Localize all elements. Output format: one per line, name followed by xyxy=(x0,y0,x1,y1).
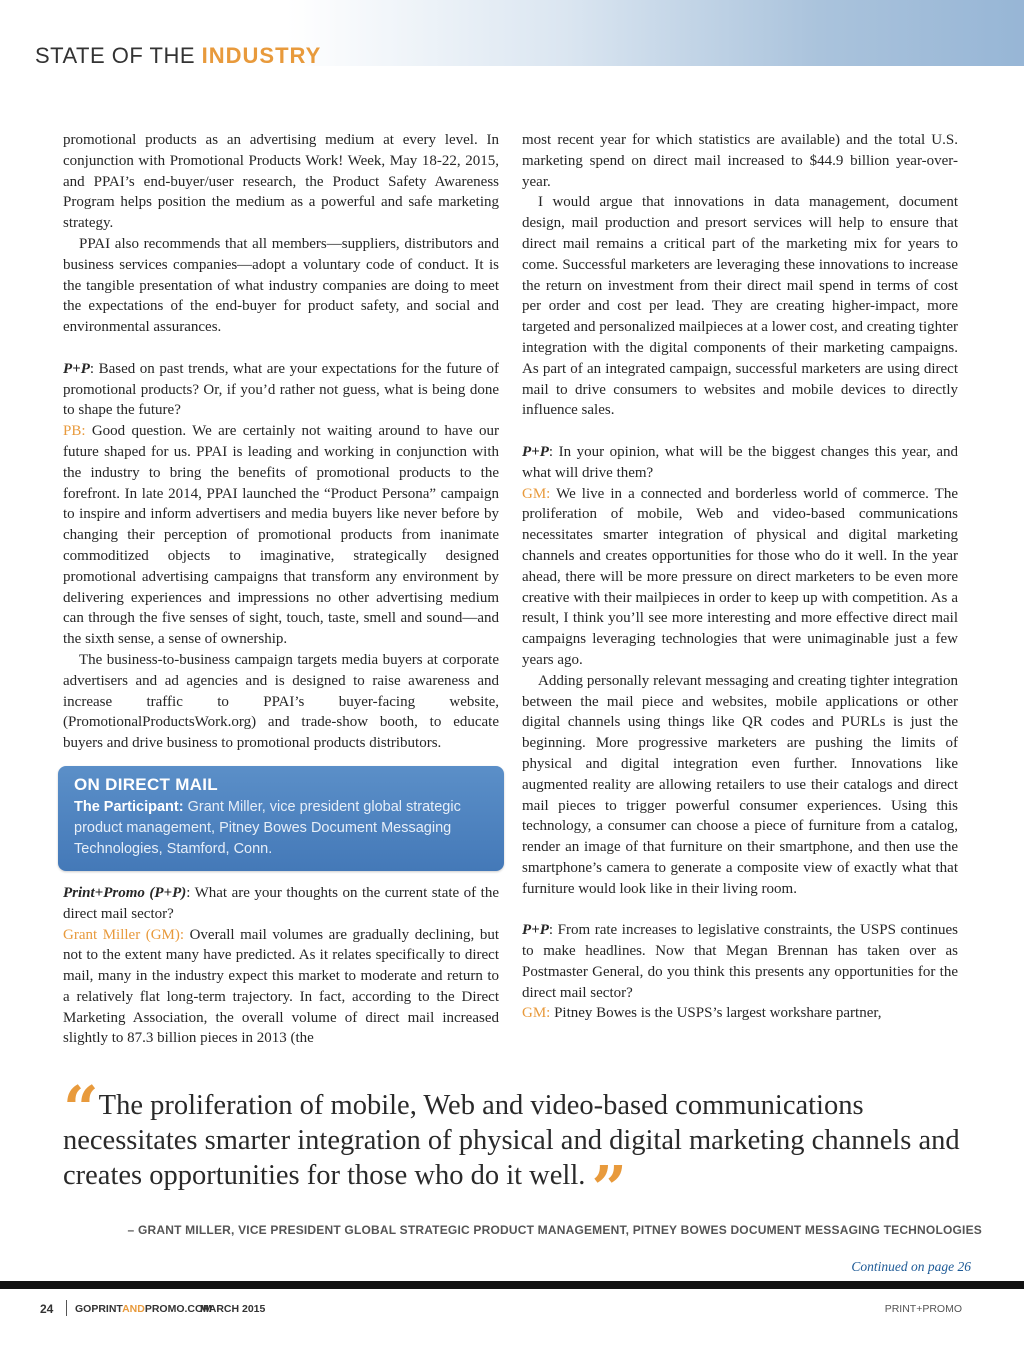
speaker-label: PB: xyxy=(63,423,86,440)
pull-quote-text: The proliferation of mobile, Web and video-based communications necessitates smarter integration of physical and digital marketing channels and creates opportunities for those who do it well. xyxy=(63,1090,960,1191)
answer xyxy=(522,484,958,671)
question xyxy=(522,920,958,1003)
speaker-label: GM: xyxy=(522,485,551,502)
speaker-label: Grant Miller (GM): xyxy=(63,926,185,943)
paragraph: The business-to-business campaign targets media buyers at corporate advertisers and ad agencies and is designed to raise awareness and increase traffic to PPAI’s buyer-facing website, (PromotionalProductsWork.org) and trade-show booth, to educate buyers and drive business to promotional products distributors. xyxy=(63,651,499,752)
publication-name: PRINT+PROMO xyxy=(884,1303,962,1315)
pull-quote-attribution: – GRANT MILLER, VICE PRESIDENT GLOBAL STRATEGIC PRODUCT MANAGEMENT, PITNEY BOWES DOCUMENT MESSAGING TECHNOLOGIES xyxy=(127,1223,982,1237)
callout-title: ON DIRECT MAIL xyxy=(74,774,218,794)
question-text: : What are your thoughts on the current state of the direct mail sector? xyxy=(63,884,499,922)
answer-text: We live in a connected and borderless world of commerce. The proliferation of mobile, Web and video-based communications necessitates smarter integration of physical and digital marketing channels and creates opportunities for those who do it well. In the year ahead, there will be more pressure on direct marketers to be even more creative with their mailpieces in order to keep up with competition. As a result, I think you’ll see more interesting and more effective direct mail campaigns leveraging technologies that were unimaginable just a few years ago. xyxy=(522,485,958,668)
section-title-plain: STATE OF THE xyxy=(35,43,196,68)
issue-date: MARCH 2015 xyxy=(200,1303,266,1315)
paragraph: I would argue that innovations in data management, document design, mail production and presort services will help to ensure that direct mail remains a critical part of the marketing mix for years to come. Successful marketers are leveraging these innovations to increase the return on investment from their direct mail spend in terms of cost per order and cost per lead. They are creating higher-impact, more targeted and personalized mailpieces at a lower cost, and creating tighter integration with the digital components of their marketing campaigns. As part of an integrated campaign, successful marketers are using direct mail to drive consumers to websites and mobile devices to directly influence sales. xyxy=(522,194,958,419)
answer xyxy=(63,925,499,1050)
question-label: Print+Promo (P+P) xyxy=(63,884,187,901)
paragraph: Adding personally relevant messaging and creating tighter integration between the mail piece and websites, mobile applications or other digital channels using things like QR codes and PURLs is just the beginning. More progressive marketers are pushing the limits of physical and digital integration even further. Innovations like augmented reality are allowing retailers to use their catalogs and direct mail pieces to trigger powerful consumer experiences. Using this technology, a consumer can choose a piece of furniture from a catalog, render an image of that furniture on their smartphone, and then use the smartphone’s camera to generate a composite view of exactly what that furniture would look like in their living room. xyxy=(522,672,958,897)
question-label: P+P xyxy=(63,360,90,377)
paragraph: most recent year for which statistics are available) and the total U.S. marketing spend on direct mail increased to $44.9 billion year-over-year. xyxy=(522,132,958,190)
page-number: 24 xyxy=(40,1302,54,1316)
answer-text: Pitney Bowes is the USPS’s largest workshare partner, xyxy=(550,1005,882,1022)
footer xyxy=(0,1302,1024,1322)
question xyxy=(63,883,499,925)
question xyxy=(522,442,958,484)
section-title xyxy=(35,43,321,69)
site-part: GOPRINT xyxy=(75,1303,123,1315)
speaker-label: GM: xyxy=(522,1005,551,1022)
section-title-highlight: INDUSTRY xyxy=(201,43,322,68)
continued-link[interactable]: Continued on page 26 xyxy=(851,1259,971,1274)
site-part: PROMO.COM xyxy=(144,1303,212,1315)
right-column xyxy=(522,130,958,1024)
question-text: : Based on past trends, what are your expectations for the future of promotional products? Or, if you’d rather not guess, what is being done to shape the future? xyxy=(63,360,499,419)
question-label: P+P xyxy=(522,922,549,939)
answer xyxy=(522,1003,958,1024)
open-quote-icon: “ xyxy=(63,1072,99,1145)
sidebar-callout xyxy=(58,766,504,871)
close-quote-icon: ” xyxy=(591,1152,628,1225)
answer-text: Good question. We are certainly not waiting around to have our future shaped for us. PPAI is leading and working in conjunction with the industry to bring the benefits of promotional products to the forefront. In late 2014, PPAI launched the “Product Persona” campaign to inspire and inform advertisers and media buyers like never before by changing their perception of promotional products from inanimate commoditized objects to imaginative, strategically designed promotional advertising campaigns that transform any environment by delivering experiences and impressions no other advertising medium can through the five senses of sight, touch, taste, smell and sound—and the sixth sense, a sense of ownership. xyxy=(63,423,499,648)
website-link[interactable] xyxy=(75,1303,212,1315)
paragraph: promotional products as an advertising medium at every level. In conjunction with Promotional Products Work! Week, May 18-22, 2015, and PPAI’s end-buyer/user research, the Product Safety Awareness Program helps position the medium as a powerful and safe marketing strategy. xyxy=(63,132,499,232)
participant-text: Grant Miller, vice president global strategic product management, Pitney Bowes Document Messaging Technologies, Stamford, Conn. xyxy=(74,798,461,857)
question xyxy=(63,359,499,421)
callout-participant xyxy=(74,797,488,860)
question-text: : From rate increases to legislative constraints, the USPS continues to make headlines. Now that Megan Brennan has taken over as Postmaster General, do you think this presents any opportunities for the direct mail sector? xyxy=(522,922,958,1001)
left-column xyxy=(63,130,499,1049)
question-text: : In your opinion, what will be the biggest changes this year, and what will drive them? xyxy=(522,443,958,481)
footer-divider xyxy=(66,1300,67,1316)
pull-quote xyxy=(63,1072,993,1225)
participant-label: The Participant: xyxy=(74,798,184,815)
answer-text: Overall mail volumes are gradually declining, but not to the extent many have predicted. As it relates specifically to direct mail, many in the industry expect this market to moderate and return to a relatively flat long-term trajectory. In fact, according to the Direct Marketing Association, the overall volume of direct mail increased slightly to 87.3 billion pieces in 2013 (the xyxy=(63,926,499,1047)
site-part-accent: AND xyxy=(122,1303,145,1315)
paragraph: PPAI also recommends that all members—suppliers, distributors and business services companies—adopt a voluntary code of conduct. It is the tangible presentation of what industry companies are doing to meet the expectations of the end-buyer for product safety, and social and environmental assurances. xyxy=(63,235,499,336)
answer xyxy=(63,421,499,650)
footer-rule xyxy=(0,1281,1024,1289)
question-label: P+P xyxy=(522,443,549,460)
